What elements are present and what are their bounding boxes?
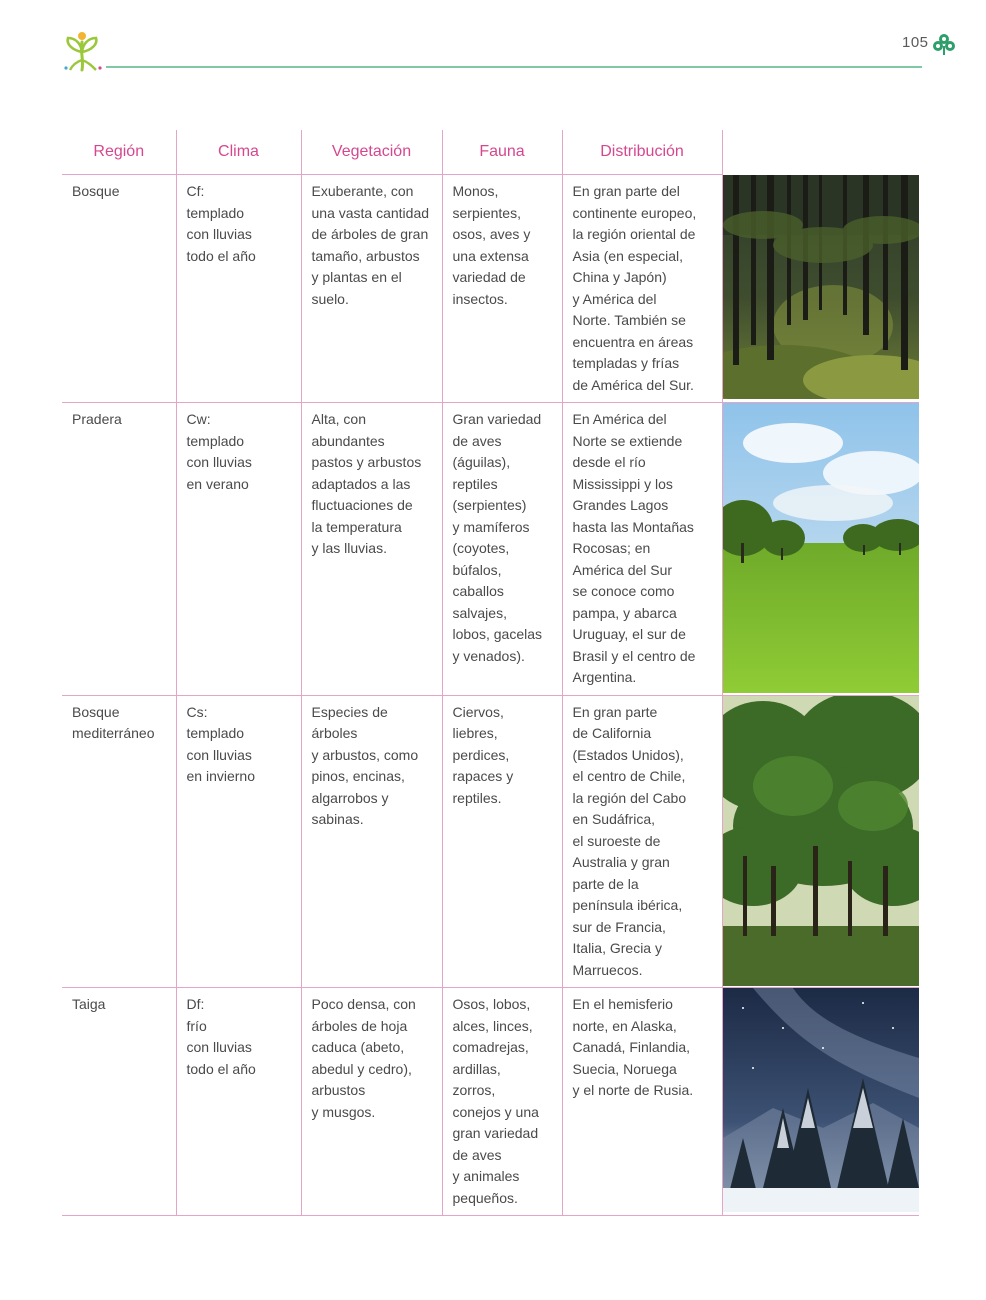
fauna-text: Ciervos, liebres, perdices, rapaces y reptiles. xyxy=(452,703,514,806)
vegetacion-cell xyxy=(301,695,442,988)
grassland-photo xyxy=(723,403,919,693)
region-cell xyxy=(62,403,176,696)
vegetacion-cell xyxy=(301,988,442,1216)
vegetacion-text: Poco densa, con árboles de hoja caduca (abeto, abedul y cedro), arbustos y musgos. xyxy=(311,996,416,1120)
header-distribucion: Distribución xyxy=(562,130,722,175)
fauna-cell xyxy=(442,988,562,1216)
region-cell xyxy=(62,175,176,403)
photo-cell xyxy=(722,175,919,403)
distribucion-text: En el hemisferio norte, en Alaska, Canadá, Finlandia, Suecia, Noruega y el norte de Rusia. xyxy=(572,996,694,1098)
distribucion-cell xyxy=(562,988,722,1216)
mediterranean-forest-photo xyxy=(723,696,919,986)
clover-icon xyxy=(930,32,958,56)
distribucion-text: En gran parte de California (Estados Unidos), el centro de Chile, la región del Cabo en Sudáfrica, el suroeste de Australia y gran parte de la península ibérica, sur de Francia, Italia, Grecia y Marruecos. xyxy=(572,703,687,978)
region-text: Bosque mediterráneo xyxy=(72,703,155,741)
header-fauna: Fauna xyxy=(442,130,562,175)
distribucion-text: En gran parte del continente europeo, la región oriental de Asia (en especial, China y Japón) y América del Norte. También se encuentra en áreas templadas y frías de América del Sur. xyxy=(572,183,697,393)
header-photo xyxy=(722,130,919,175)
fauna-cell xyxy=(442,403,562,696)
fauna-text: Osos, lobos, alces, linces, comadrejas, ardillas, zorros, conejos y una gran variedad de aves y animales pequeños. xyxy=(452,996,539,1206)
clima-text: Cs: templado con lluvias en invierno xyxy=(186,703,255,784)
table-header-row xyxy=(62,130,919,175)
table-row xyxy=(62,988,919,1216)
table-row xyxy=(62,403,919,696)
clima-cell xyxy=(176,695,301,988)
sprout-person-icon xyxy=(60,30,104,74)
table-row xyxy=(62,175,919,403)
page-number: 105 xyxy=(902,34,929,51)
header-rule xyxy=(106,66,922,68)
vegetacion-text: Especies de árboles y arbustos, como pinos, encinas, algarrobos y sabinas. xyxy=(311,703,419,827)
fauna-cell xyxy=(442,175,562,403)
region-cell xyxy=(62,695,176,988)
photo-cell xyxy=(722,403,919,696)
distribucion-cell xyxy=(562,175,722,403)
fauna-cell xyxy=(442,695,562,988)
clima-text: Cw: templado con lluvias en verano xyxy=(186,411,252,492)
biomes-table xyxy=(62,130,919,1216)
vegetacion-cell xyxy=(301,175,442,403)
vegetacion-text: Exuberante, con una vasta cantidad de árboles de gran tamaño, arbustos y plantas en el suelo. xyxy=(311,183,430,307)
clima-cell xyxy=(176,175,301,403)
distribucion-cell xyxy=(562,695,722,988)
distribucion-cell xyxy=(562,403,722,696)
region-text: Taiga xyxy=(72,996,106,1012)
snowy-taiga-photo xyxy=(723,988,919,1212)
header-region: Región xyxy=(62,130,176,175)
table-row xyxy=(62,695,919,988)
region-text: Pradera xyxy=(72,411,122,427)
clima-cell xyxy=(176,403,301,696)
region-text: Bosque xyxy=(72,183,120,199)
photo-cell xyxy=(722,988,919,1216)
header-clima: Clima xyxy=(176,130,301,175)
vegetacion-text: Alta, con abundantes pastos y arbustos adaptados a las fluctuaciones de la temperatura y las lluvias. xyxy=(311,411,422,556)
photo-cell xyxy=(722,695,919,988)
region-cell xyxy=(62,988,176,1216)
vegetacion-cell xyxy=(301,403,442,696)
clima-text: Df: frío con lluvias todo el año xyxy=(186,996,256,1077)
clima-cell xyxy=(176,988,301,1216)
fauna-text: Monos, serpientes, osos, aves y una extensa variedad de insectos. xyxy=(452,183,531,307)
clima-text: Cf: templado con lluvias todo el año xyxy=(186,183,256,264)
forest-photo xyxy=(723,175,919,399)
fauna-text: Gran variedad de aves (águilas), reptiles (serpientes) y mamíferos (coyotes, búfalos, caballos salvajes, lobos, gacelas y venados). xyxy=(452,411,543,664)
distribucion-text: En América del Norte se extiende desde el río Mississippi y los Grandes Lagos hasta las Montañas Rocosas; en América del Sur se conoce como pampa, y abarca Uruguay, el sur de Brasil y el centro de Argentina. xyxy=(572,411,696,685)
header-vegetacion: Vegetación xyxy=(301,130,442,175)
